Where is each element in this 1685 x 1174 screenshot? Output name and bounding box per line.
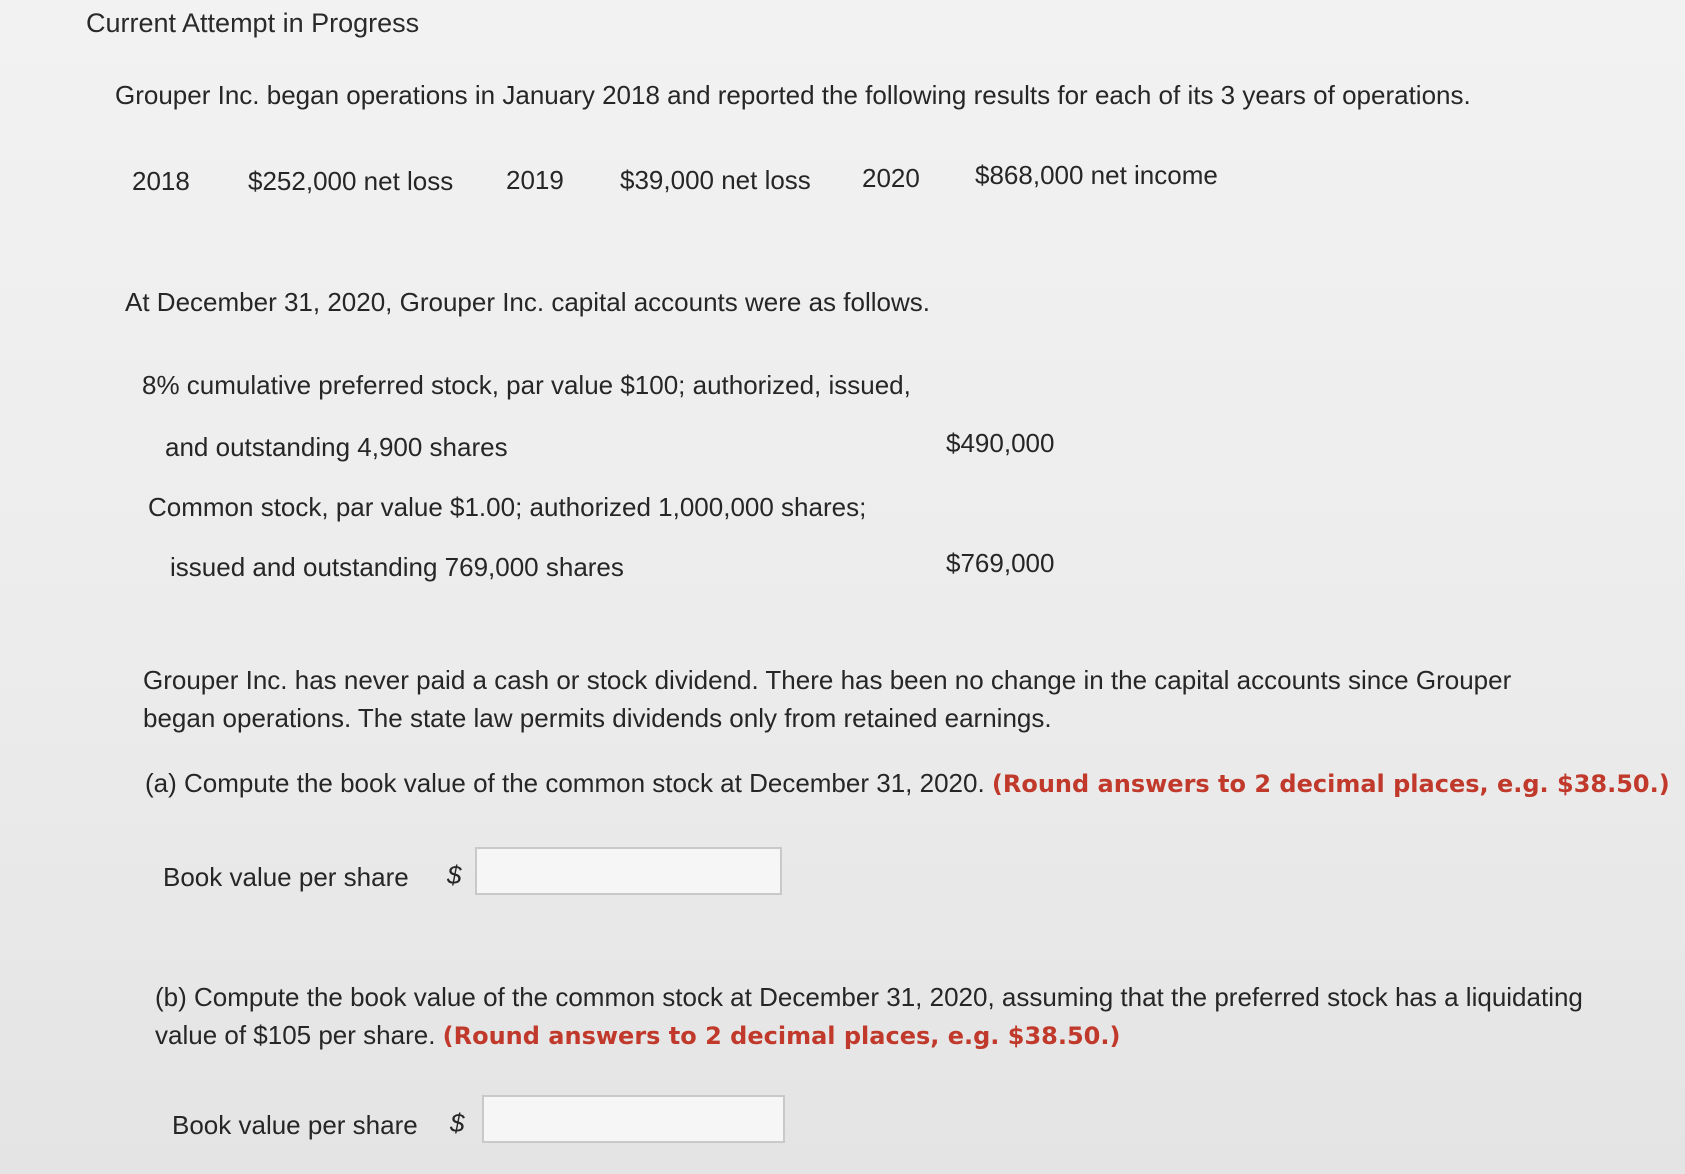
- part-b-book-value-input[interactable]: [482, 1095, 785, 1143]
- common-stock-line1: Common stock, par value $1.00; authorized 1,000,000 shares;: [148, 492, 867, 522]
- page-title: Current Attempt in Progress: [86, 8, 420, 38]
- part-b-question: [155, 978, 1615, 1055]
- common-stock-amount: $769,000: [946, 548, 1055, 578]
- common-stock-line2: issued and outstanding 769,000 shares: [170, 552, 624, 582]
- part-a-label: Book value per share: [163, 862, 409, 892]
- result-year-2019: 2019: [506, 165, 564, 195]
- part-b-question-text: (b) Compute the book value of the common stock at December 31, 2020, assuming that the preferred stock has a liquidating value of $105 per share.: [155, 982, 1583, 1050]
- result-value-2018: $252,000 net loss: [248, 166, 454, 196]
- part-b-instruction: (Round answers to 2 decimal places, e.g. $38.50.): [442, 1022, 1121, 1050]
- problem-intro: Grouper Inc. began operations in January 2018 and reported the following results for each of its 3 years of operations.: [115, 80, 1471, 110]
- preferred-stock-line1: 8% cumulative preferred stock, par value $100; authorized, issued,: [142, 370, 911, 400]
- part-b-label: Book value per share: [172, 1110, 418, 1140]
- result-year-2018: 2018: [132, 166, 190, 196]
- dividend-note: Grouper Inc. has never paid a cash or stock dividend. There has been no change in the capital accounts since Grouper began operations. The state law permits dividends only from retained earnings.: [143, 665, 1512, 733]
- preferred-stock-amount: $490,000: [946, 428, 1055, 458]
- preferred-stock-line2: and outstanding 4,900 shares: [165, 432, 508, 462]
- result-year-2020: 2020: [862, 163, 920, 193]
- part-b-currency: $: [450, 1108, 465, 1138]
- part-a-instruction: (Round answers to 2 decimal places, e.g. $38.50.): [991, 770, 1670, 798]
- result-value-2019: $39,000 net loss: [620, 165, 811, 195]
- part-a-currency: $: [447, 860, 462, 890]
- result-value-2020: $868,000 net income: [975, 160, 1218, 190]
- part-a-question-text: (a) Compute the book value of the common stock at December 31, 2020.: [145, 768, 985, 798]
- part-a-question: [145, 768, 1670, 799]
- part-a-book-value-input[interactable]: [475, 847, 782, 895]
- capital-accounts-intro: At December 31, 2020, Grouper Inc. capital accounts were as follows.: [125, 287, 930, 317]
